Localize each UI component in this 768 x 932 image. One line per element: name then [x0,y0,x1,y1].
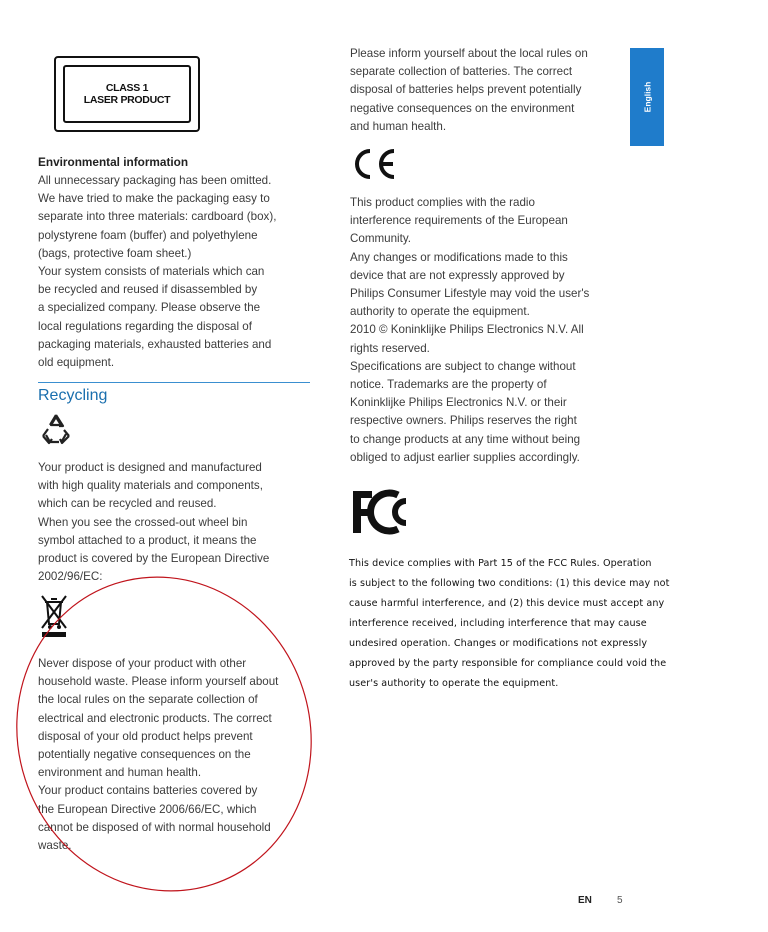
compliance-paragraph: This product complies with the radio interference requirements of the European Community. Any changes or modifications made to this device that are not expressly approved by Philips Consumer Lifestyle may void the user's authority to operate the equipment. 2010 © Koninklijke Philips Electronics N.V. All rights reserved. Specifications are subject to change without notice. Trademarks are the property of Koninklijke Philips Electronics N.V. or their respective owners. Philips reserves the right to change products at any time without being obliged to adjust earlier supplies accordingly. [350,196,590,464]
section-divider [38,382,310,383]
recycle-icon [38,412,74,446]
environmental-heading: Environmental information [38,155,189,169]
environmental-body: All unnecessary packaging has been omitted. We have tried to make the packaging easy to separate into three materials: cardboard (box), polystyrene foam (buffer) and polyethylene (bags, protective foam sheet.) Your system consists of materials which can be recycled and reused if disassembled by a specialized company. Please observe the local regulations regarding the disposal of packaging materials, exhausted batteries and old equipment. [38,174,277,370]
recycling-heading: Recycling [38,387,108,404]
fcc-statement: This device complies with Part 15 of the FCC Rules. Operation is subject to the following two conditions: (1) this device may not cause harmful interference, and (2) this device must accept any interference received, including interference that may cause undesired operation. Changes or modifications not expressly approved by the party responsible for compliance could void the user's authority to operate the equipment. [349,558,670,689]
laser-product-label [54,56,200,132]
laser-label-line1: CLASS 1 [105,82,149,94]
footer-language: EN [578,895,592,906]
laser-label-line2: LASER PRODUCT [83,94,171,106]
ce-mark-icon [350,148,400,180]
recycling-body-intro: Your product is designed and manufactured with high quality materials and components, which can be recycled and reused. When you see the crossed-out wheel bin symbol attached to a product, it means the product is covered by the European Directive 2002/96/EC: [38,461,270,584]
recycling-body-disposal: Never dispose of your product with other household waste. Please inform yourself about the local rules on the separate collection of electrical and electronic products. The correct disposal of your old product helps prevent potentially negative consequences on the environment and human health. Your product contains batteries covered by the European Directive 2006/66/EC, which cannot be disposed of with normal household waste. [38,657,279,853]
laser-label-inner [63,65,191,123]
fcc-logo-icon [350,487,416,537]
language-side-tab [630,48,664,146]
language-tab-label: English [641,81,652,113]
page-number: 5 [617,895,623,906]
red-circle-annotation [0,570,330,900]
batteries-paragraph: Please inform yourself about the local rules on separate collection of batteries. The correct disposal of batteries helps prevent potentially negative consequences on the environment and human health. [350,47,588,133]
